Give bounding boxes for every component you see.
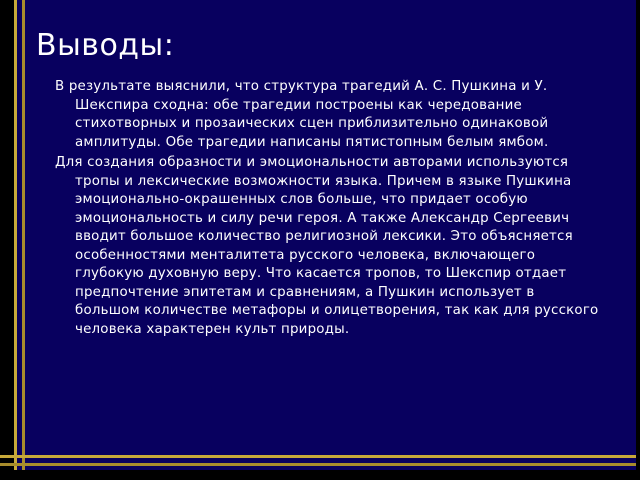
gold-horizontal-line xyxy=(0,463,640,466)
gold-vertical-line xyxy=(14,0,17,480)
paragraph-2: Для создания образности и эмоциональности авторами используются тропы и лексические возможности языка. Причем в языке Пушкина эмоционально-окрашенных слов больше, что придает особую эмоциональность и силу речи героя. А также Александр Сергеевич вводит большое количество религиозной лексики. Это объясняется особенностями менталитета русского человека, включающего глубокую духовную веру. Что касается тропов, то Шекспир отдает предпочтение эпитетам и сравнениям, а Пушкин использует в большом количестве метафоры и олицетворения, так как для русского человека характерен культ природы. xyxy=(55,155,599,337)
left-decorative-band xyxy=(0,0,14,480)
right-decorative-band xyxy=(636,0,640,480)
gold-vertical-line xyxy=(22,0,25,480)
paragraph-1: В результате выяснили, что структура трагедий А. С. Пушкина и У. Шекспира сходна: обе трагедии построены как чередование стихотворных и прозаических сцен приблизительно одинаковой амплитуды. Обе трагедии написаны пятистопным белым ямбом. xyxy=(55,79,549,150)
bottom-decorative-band xyxy=(0,470,640,480)
slide-title: Выводы: xyxy=(36,28,175,63)
gold-horizontal-line xyxy=(0,455,640,458)
slide-body xyxy=(55,78,603,341)
